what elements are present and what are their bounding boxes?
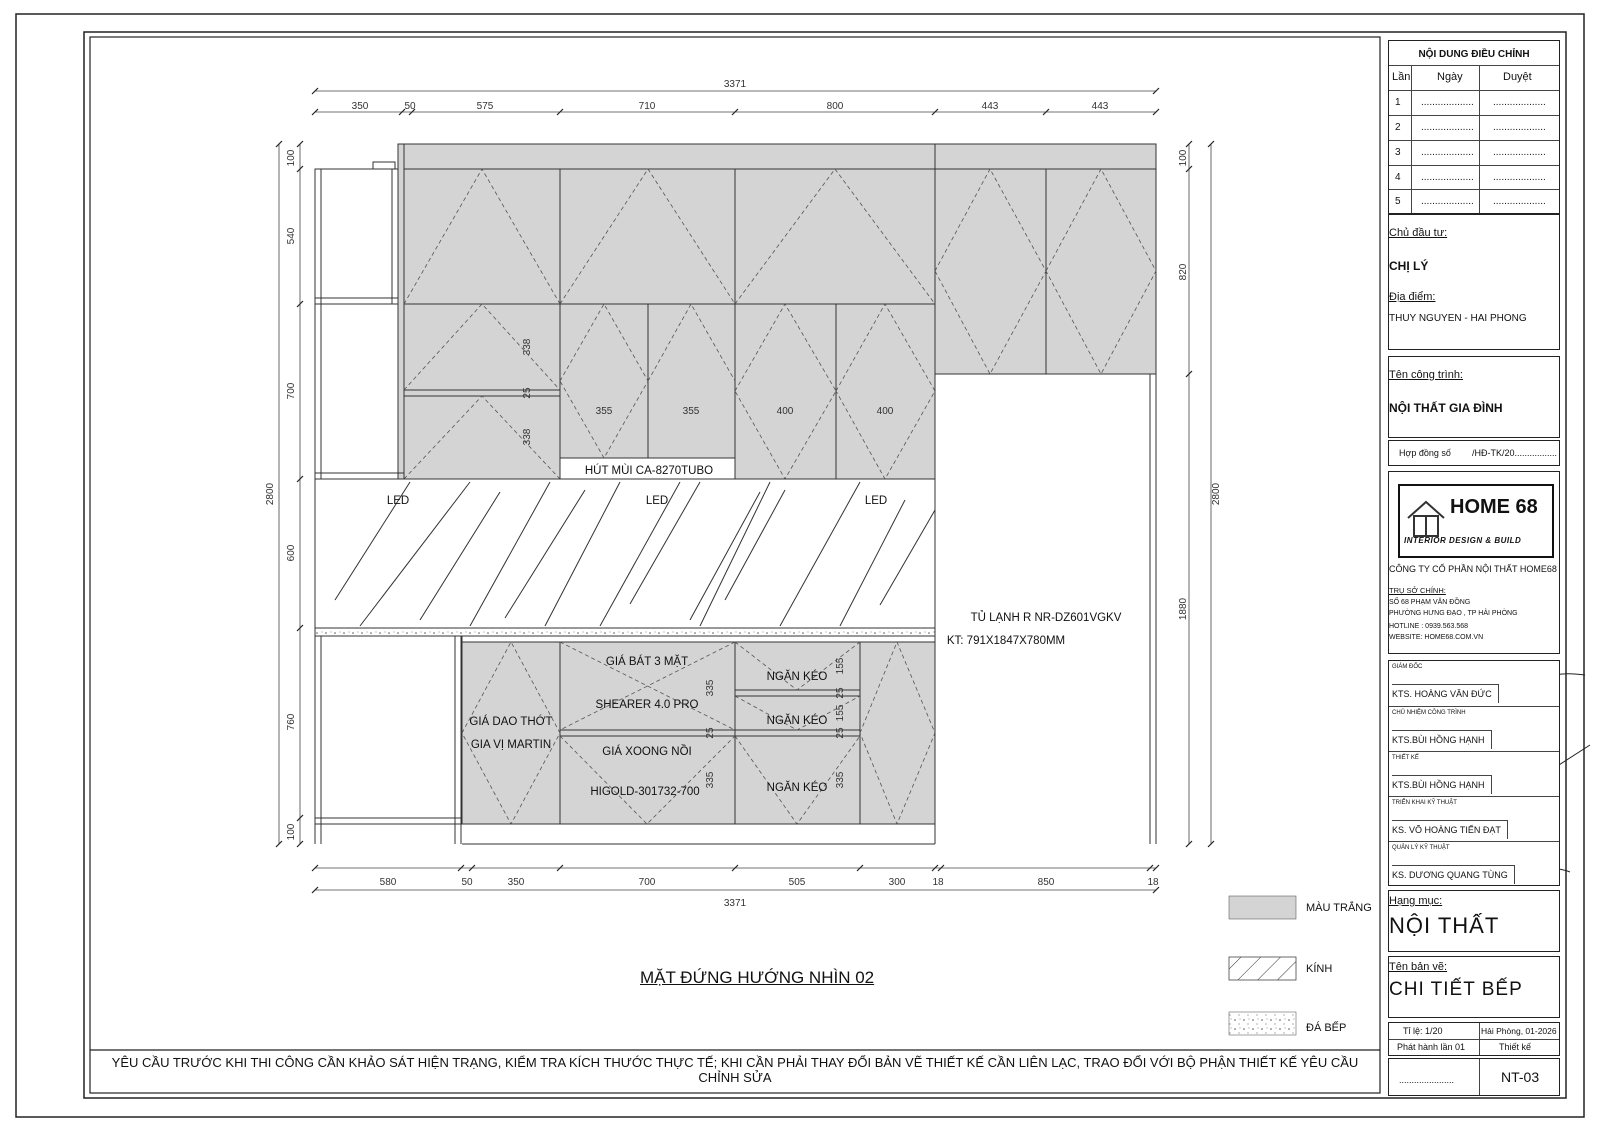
category-label: Hạng mục: bbox=[1389, 895, 1443, 907]
drawing-name-label: Tên bản vẽ: bbox=[1389, 961, 1448, 973]
col-lan: Lần bbox=[1392, 71, 1411, 83]
revision-table bbox=[1388, 40, 1560, 214]
upper-row-2 bbox=[404, 304, 935, 479]
dim-left-0: 100 bbox=[286, 149, 297, 167]
dim-right-2: 1880 bbox=[1178, 597, 1189, 621]
dim-right-total: 2800 bbox=[1211, 482, 1222, 506]
hotline: HOTLINE : 0939.563.568 bbox=[1389, 623, 1468, 630]
hq-label: TRỤ SỞ CHÍNH: bbox=[1389, 586, 1446, 595]
rev-approve: ................... bbox=[1493, 147, 1546, 158]
view-title: MẶT ĐỨNG HƯỚNG NHÌN 02 bbox=[640, 968, 875, 987]
legend-label-stone: ĐÁ BẾP bbox=[1306, 1022, 1347, 1034]
col-duyet: Duyệt bbox=[1503, 71, 1532, 83]
designer-label: Thiết kế bbox=[1499, 1042, 1532, 1052]
signer-row-2 bbox=[1389, 706, 1559, 752]
dim-left-3: 600 bbox=[286, 544, 297, 562]
website: WEBSITE: HOME68.COM.VN bbox=[1389, 634, 1484, 641]
dim-top-6: 443 bbox=[1091, 101, 1109, 112]
category-box bbox=[1388, 890, 1560, 952]
issue: Phát hành lần 01 bbox=[1397, 1042, 1466, 1052]
project-box bbox=[1388, 356, 1560, 438]
dish-rack-model: SHEARER 4.0 PRO bbox=[595, 699, 699, 711]
contract-label: Hợp đồng số bbox=[1399, 448, 1451, 458]
dim-bot-0: 580 bbox=[379, 877, 397, 888]
knife-rack-label: GIÁ DAO THỚT bbox=[469, 716, 553, 728]
dim-left-1: 540 bbox=[286, 227, 297, 245]
dim-in-u1: 25 bbox=[522, 387, 533, 399]
signer-role: GIÁM ĐỐC bbox=[1392, 664, 1423, 670]
fridge-label: TỦ LẠNH R NR-DZ601VGKV bbox=[970, 612, 1122, 624]
upper-top-strip bbox=[404, 144, 935, 169]
dim-left-2: 700 bbox=[286, 382, 297, 400]
address-1: SỐ 68 PHẠM VĂN ĐỒNG bbox=[1389, 599, 1471, 606]
dim-right-0: 100 bbox=[1178, 149, 1189, 167]
dim-in-l2: 335 bbox=[705, 771, 716, 789]
signer-role: QUẢN LÝ KỸ THUẬT bbox=[1392, 845, 1450, 851]
pot-rack-label: GIÁ XOONG NỒI bbox=[602, 746, 692, 758]
legend bbox=[1229, 896, 1296, 1035]
legend-label-white: MÀU TRẮNG bbox=[1306, 902, 1372, 914]
rev-n: 1 bbox=[1395, 97, 1401, 108]
company-box bbox=[1388, 471, 1560, 654]
dim-bot-3: 700 bbox=[638, 877, 656, 888]
dim-bot-4: 505 bbox=[788, 877, 806, 888]
dim-left-5: 100 bbox=[286, 823, 297, 841]
led-label-3: LED bbox=[864, 495, 888, 507]
revision-row-4 bbox=[1389, 165, 1559, 191]
signer-name: KTS. HOÀNG VĂN ĐỨC bbox=[1392, 684, 1499, 703]
dim-top-total: 3371 bbox=[723, 79, 747, 90]
dim-in-d4: 335 bbox=[835, 771, 846, 789]
signer-name: KTS.BÙI HỒNG HẠNH bbox=[1392, 730, 1492, 749]
dim-in-u2: 338 bbox=[522, 428, 533, 446]
logo-sub: INTERIOR DESIGN & BUILD bbox=[1404, 536, 1522, 545]
dim-bot-total: 3371 bbox=[723, 898, 747, 909]
category: NỘI THẤT bbox=[1389, 913, 1500, 938]
dim-bot-7: 850 bbox=[1037, 877, 1055, 888]
signer-name: KTS.BÙI HỒNG HẠNH bbox=[1392, 775, 1492, 794]
dim-in-r3: 400 bbox=[876, 406, 894, 417]
dim-left-4: 760 bbox=[286, 713, 297, 731]
scale: Tỉ lệ: 1/20 bbox=[1403, 1026, 1443, 1036]
legend-swatch-glass bbox=[1229, 957, 1296, 980]
rev-date: ................... bbox=[1421, 97, 1474, 108]
dim-in-l0: 335 bbox=[705, 679, 716, 697]
stone-countertop bbox=[315, 628, 935, 636]
logo-text: HOME 68 bbox=[1450, 496, 1538, 518]
project-label: Tên công trình: bbox=[1389, 369, 1463, 381]
signers-box bbox=[1388, 660, 1560, 886]
address-2: PHƯỜNG HƯNG ĐẠO , TP HẢI PHÒNG bbox=[1389, 610, 1518, 617]
dim-top-5: 443 bbox=[981, 101, 999, 112]
dim-right-1: 820 bbox=[1178, 263, 1189, 281]
dim-in-r2: 400 bbox=[776, 406, 794, 417]
rev-approve: ................... bbox=[1493, 122, 1546, 133]
rev-date: ................... bbox=[1421, 122, 1474, 133]
rev-approve: ................... bbox=[1493, 172, 1546, 183]
signer-role: CHỦ NHIỆM CÔNG TRÌNH bbox=[1392, 710, 1466, 716]
revision-row-2 bbox=[1389, 115, 1559, 141]
rev-date: ................... bbox=[1421, 147, 1474, 158]
dim-top-3: 710 bbox=[638, 101, 656, 112]
dish-rack-label: GIÁ BÁT 3 MẶT bbox=[605, 656, 689, 668]
drawing-name: CHI TIẾT BẾP bbox=[1389, 979, 1523, 1000]
company-name: CÔNG TY CỔ PHẦN NỘI THẤT HOME68 bbox=[1389, 564, 1557, 574]
sheet-dots: ...................... bbox=[1399, 1075, 1455, 1085]
owner-box bbox=[1388, 214, 1560, 350]
dim-left-total: 2800 bbox=[265, 482, 276, 506]
signer-row-5 bbox=[1389, 841, 1559, 887]
footer-note: YÊU CẦU TRƯỚC KHI THI CÔNG CẦN KHẢO SÁT HIỆN TRẠNG, KIỂM TRA KÍCH THƯỚC THỰC TẾ; KHI CẦN PHẢI THAY ĐỔI BẢN VẼ THIẾT KẾ CẦN LIÊN LẠC, TRAO ĐỔI VỚI BỘ PHẬN THIẾT KẾ YÊU CẦU CHỈNH SỬA bbox=[111, 1055, 1359, 1085]
dim-bot-5: 300 bbox=[888, 877, 906, 888]
dim-in-d1: 25 bbox=[835, 687, 846, 699]
revision-row-3 bbox=[1389, 140, 1559, 166]
place-date: Hải Phòng, 01-2026 bbox=[1481, 1026, 1557, 1036]
dim-in-r1: 355 bbox=[682, 406, 700, 417]
drawer-label-2: NGĂN KÉO bbox=[766, 715, 828, 727]
rev-n: 5 bbox=[1395, 196, 1401, 207]
revision-header: NỘI DUNG ĐIỀU CHỈNH bbox=[1418, 49, 1530, 60]
dim-bot-6: 18 bbox=[932, 877, 944, 888]
fridge-size: KT: 791X1847X780MM bbox=[946, 635, 1066, 647]
revision-row-1 bbox=[1389, 90, 1559, 116]
drawer-label-1: NGĂN KÉO bbox=[766, 671, 828, 683]
signer-role: TRIỂN KHAI KỸ THUẬT bbox=[1392, 800, 1457, 806]
rev-approve: ................... bbox=[1493, 97, 1546, 108]
contract-box bbox=[1388, 440, 1560, 466]
pot-rack-model: HIGOLD-301732-700 bbox=[590, 786, 700, 798]
dim-in-l1: 25 bbox=[705, 727, 716, 739]
dim-in-d3: 25 bbox=[835, 727, 846, 739]
rev-approve: ................... bbox=[1493, 196, 1546, 207]
legend-swatch-white bbox=[1229, 896, 1296, 919]
contract-value: /HĐ-TK/20................. bbox=[1472, 448, 1558, 458]
rev-n: 4 bbox=[1395, 172, 1401, 183]
dim-bot-8: 18 bbox=[1147, 877, 1159, 888]
dim-top-2: 575 bbox=[476, 101, 494, 112]
house-logo-icon bbox=[1406, 498, 1446, 538]
rev-n: 2 bbox=[1395, 122, 1401, 133]
logo bbox=[1398, 484, 1554, 558]
led-label-2: LED bbox=[645, 495, 669, 507]
dim-bot-1: 50 bbox=[461, 877, 473, 888]
drawer-label-3: NGĂN KÉO bbox=[766, 782, 828, 794]
dim-top-1: 50 bbox=[404, 101, 416, 112]
signer-name: KS. VÕ HOÀNG TIẾN ĐẠT bbox=[1392, 820, 1508, 839]
kitchen-elevation bbox=[315, 144, 1156, 844]
rev-date: ................... bbox=[1421, 196, 1474, 207]
legend-label-glass: KÍNH bbox=[1306, 963, 1333, 975]
owner-name: CHỊ LÝ bbox=[1389, 259, 1429, 273]
led-label-1: LED bbox=[386, 495, 410, 507]
dim-in-u0: 338 bbox=[522, 338, 533, 356]
scale-box bbox=[1388, 1022, 1560, 1056]
upper-row-1 bbox=[404, 169, 935, 304]
dim-in-d2: 155 bbox=[835, 704, 846, 722]
dim-in-d0: 155 bbox=[835, 657, 846, 675]
owner-label: Chủ đầu tư: bbox=[1389, 227, 1448, 239]
location: THUY NGUYEN - HAI PHONG bbox=[1389, 313, 1527, 324]
dim-top-0: 350 bbox=[351, 101, 369, 112]
signer-row-1 bbox=[1389, 661, 1559, 706]
location-label: Địa điểm: bbox=[1389, 291, 1436, 303]
signer-role: THIẾT KẾ bbox=[1392, 755, 1419, 761]
sheet-number-box bbox=[1388, 1058, 1560, 1096]
spice-rack-label: GIA VỊ MARTIN bbox=[470, 739, 552, 751]
signer-row-3 bbox=[1389, 751, 1559, 797]
col-ngay: Ngày bbox=[1437, 71, 1463, 83]
hood-label: HÚT MÙI CA-8270TUBO bbox=[584, 465, 714, 477]
project-name: NỘI THẤT GIA ĐÌNH bbox=[1389, 401, 1503, 415]
sheet-number: NT-03 bbox=[1501, 1069, 1540, 1085]
signer-name: KS. DƯƠNG QUANG TÙNG bbox=[1392, 865, 1515, 884]
rev-date: ................... bbox=[1421, 172, 1474, 183]
signer-row-4 bbox=[1389, 796, 1559, 842]
dim-bot-2: 350 bbox=[507, 877, 525, 888]
dim-top-4: 800 bbox=[826, 101, 844, 112]
drawing-name-box bbox=[1388, 956, 1560, 1018]
dim-in-r0: 355 bbox=[595, 406, 613, 417]
revision-row-5 bbox=[1389, 189, 1559, 214]
rev-n: 3 bbox=[1395, 147, 1401, 158]
legend-swatch-stone bbox=[1229, 1012, 1296, 1035]
